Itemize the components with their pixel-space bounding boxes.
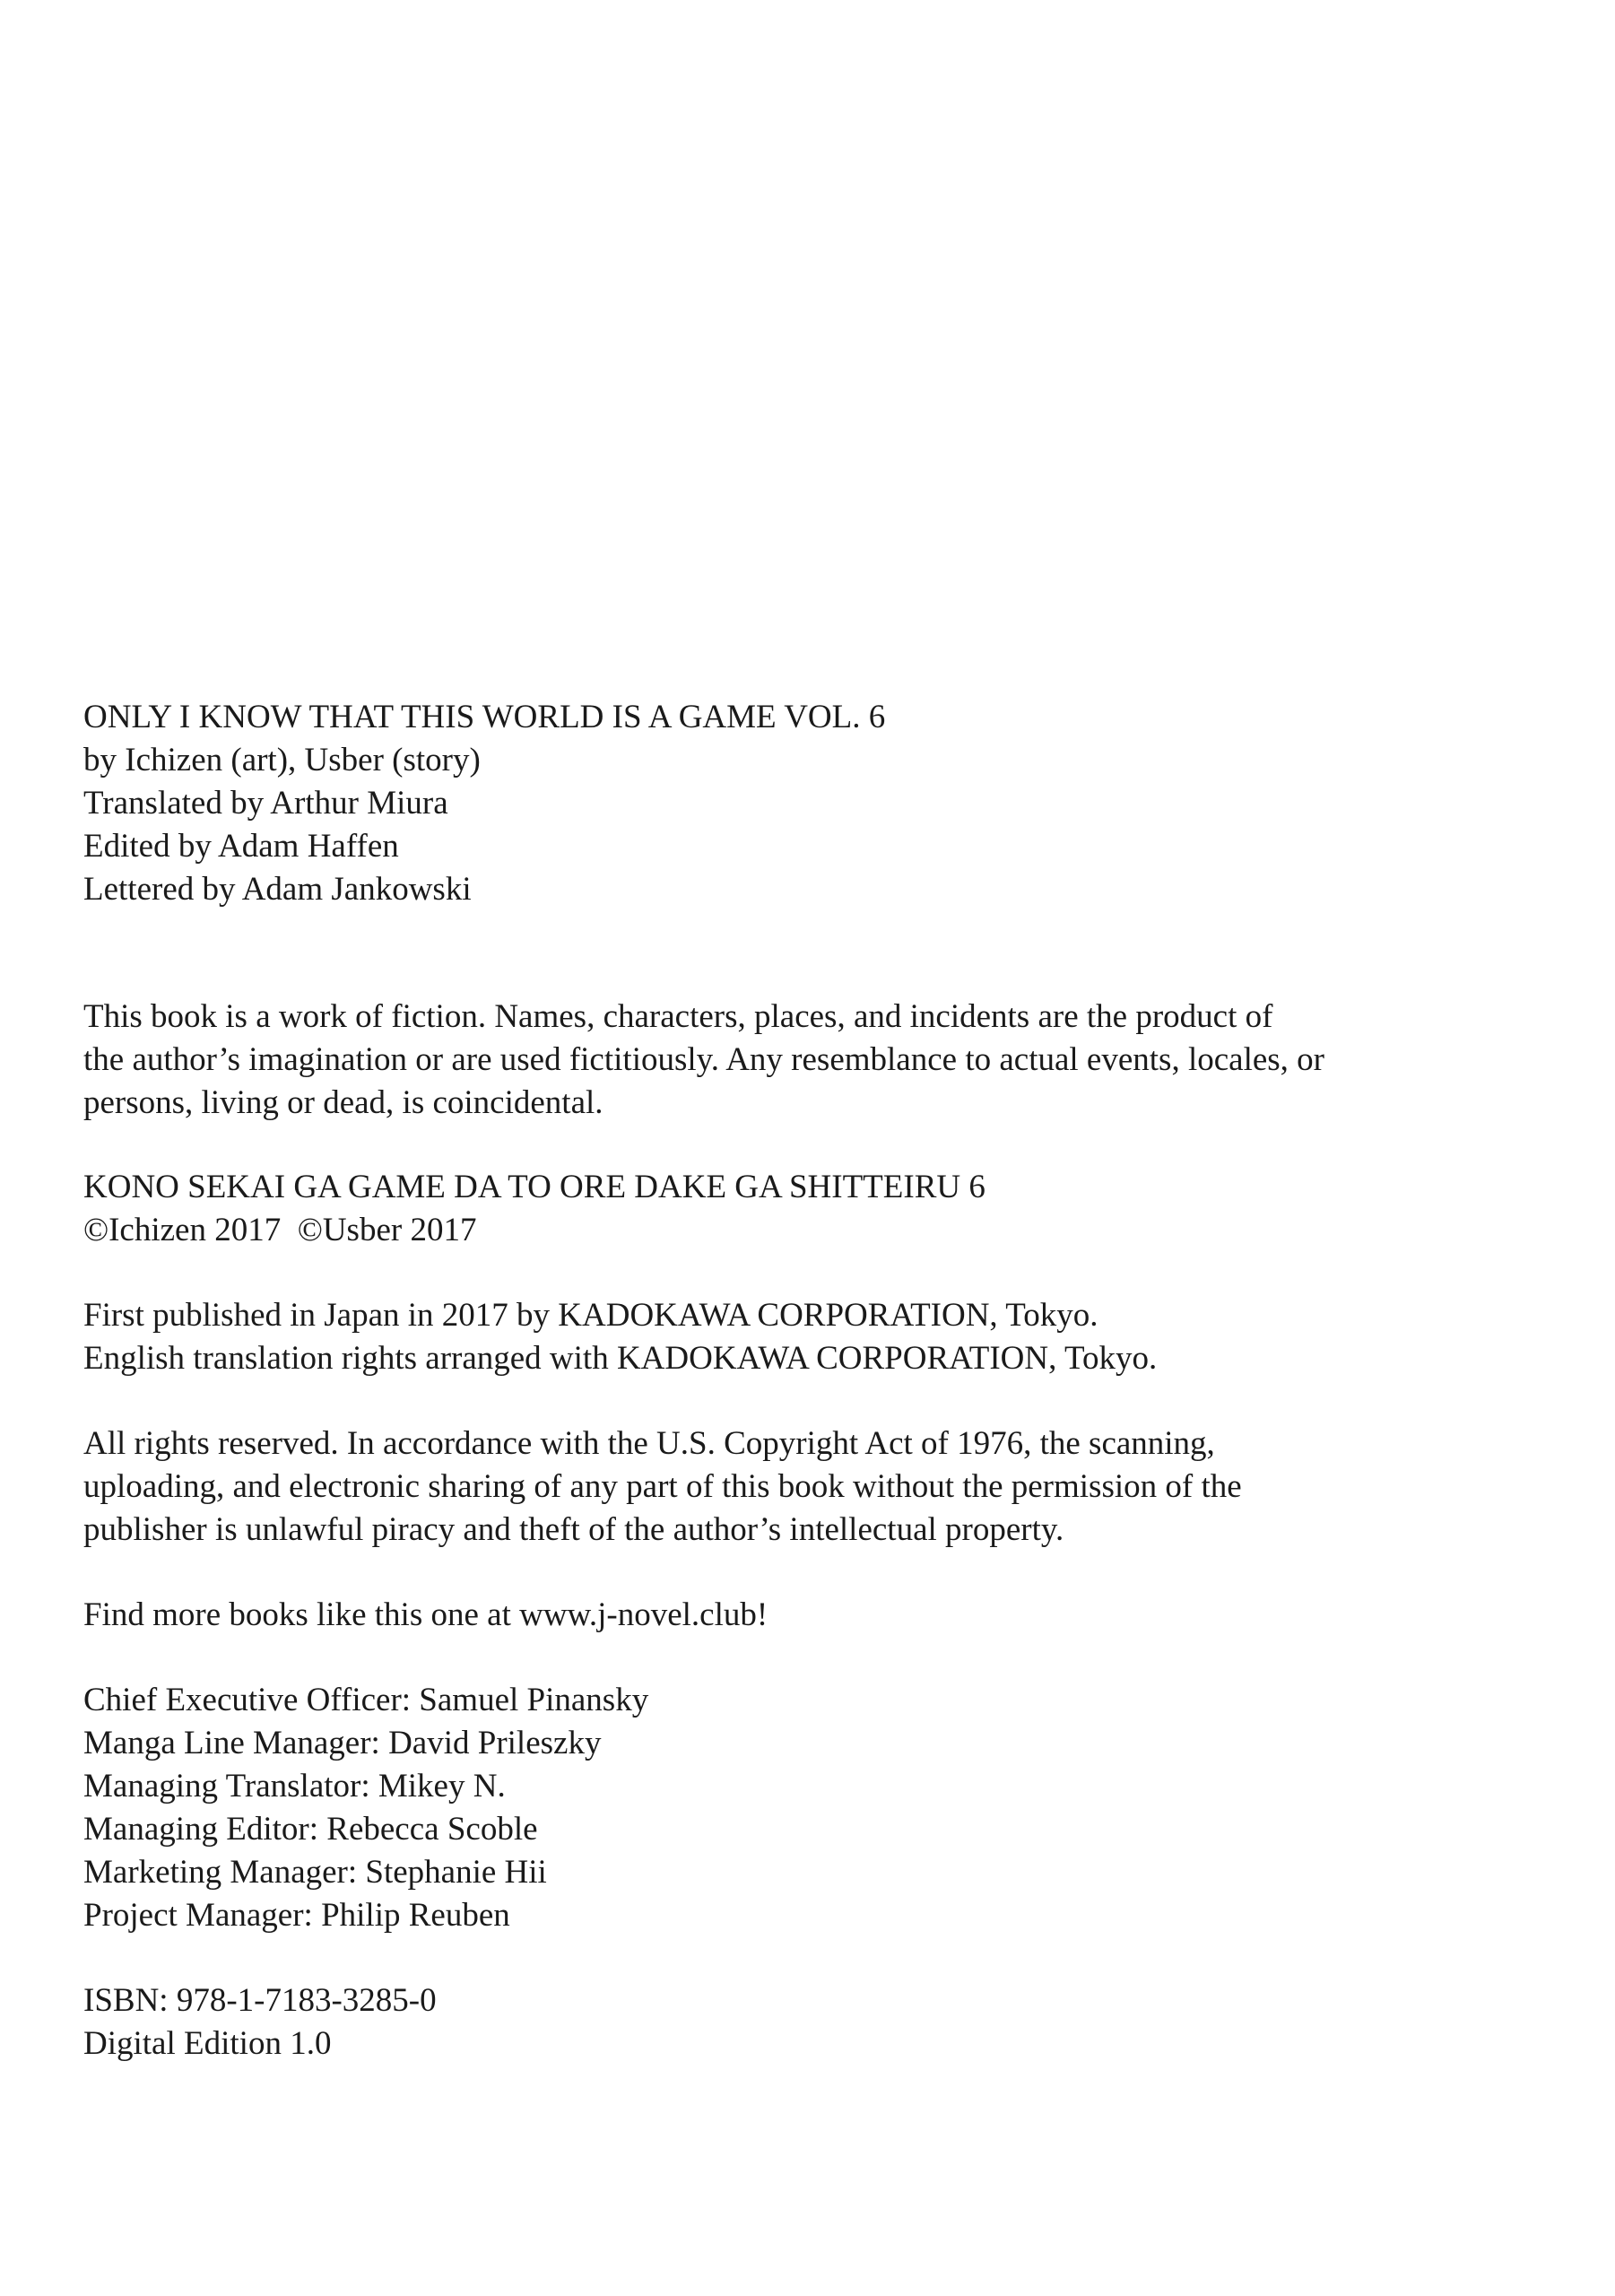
isbn-line: ISBN: 978-1-7183-3285-0 <box>83 1982 437 2019</box>
credits-block <box>83 696 1536 911</box>
staff-line: Managing Editor: Rebecca Scoble <box>83 1811 538 1848</box>
publication-line: English translation rights arranged with KADOKAWA CORPORATION, Tokyo. <box>83 1340 1158 1377</box>
disclaimer-line: persons, living or dead, is coincidental. <box>83 1084 603 1121</box>
rights-line: All rights reserved. In accordance with the U.S. Copyright Act of 1976, the scanning, <box>83 1425 1215 1462</box>
edition-block <box>83 1979 1536 2066</box>
rights-line: uploading, and electronic sharing of any part of this book without the permission of the <box>83 1468 1242 1505</box>
letterer-line: Lettered by Adam Jankowski <box>83 871 472 908</box>
translator-line: Translated by Arthur Miura <box>83 785 448 822</box>
staff-line: Chief Executive Officer: Samuel Pinansky <box>83 1682 649 1718</box>
disclaimer-line: the author’s imagination or are used fictitiously. Any resemblance to actual events, locales, or <box>83 1041 1324 1078</box>
disclaimer-line: This book is a work of fiction. Names, characters, places, and incidents are the product of <box>83 998 1273 1035</box>
rights-line: publisher is unlawful piracy and theft of the author’s intellectual property. <box>83 1511 1064 1548</box>
staff-line: Manga Line Manager: David Prileszky <box>83 1725 602 1761</box>
original-copyright: ©Ichizen 2017 ©Usber 2017 <box>83 1212 477 1248</box>
publication-line: First published in Japan in 2017 by KADOKAWA CORPORATION, Tokyo. <box>83 1297 1098 1334</box>
authors-line: by Ichizen (art), Usber (story) <box>83 742 481 778</box>
publication-block <box>83 1294 1536 1380</box>
staff-list <box>83 1679 1536 1937</box>
website-line: Find more books like this one at www.j-novel.club! <box>83 1596 768 1633</box>
website-block <box>83 1594 1536 1637</box>
staff-line: Managing Translator: Mikey N. <box>83 1768 506 1805</box>
edition-version: Digital Edition 1.0 <box>83 2025 332 2062</box>
book-title: ONLY I KNOW THAT THIS WORLD IS A GAME VOL. 6 <box>83 699 886 735</box>
original-title: KONO SEKAI GA GAME DA TO ORE DAKE GA SHITTEIRU 6 <box>83 1169 985 1205</box>
editor-line: Edited by Adam Haffen <box>83 828 399 865</box>
rights-notice <box>83 1422 1536 1552</box>
staff-line: Project Manager: Philip Reuben <box>83 1897 510 1934</box>
original-title-block <box>83 1166 1536 1252</box>
staff-line: Marketing Manager: Stephanie Hii <box>83 1854 547 1891</box>
fiction-disclaimer <box>83 996 1536 1125</box>
